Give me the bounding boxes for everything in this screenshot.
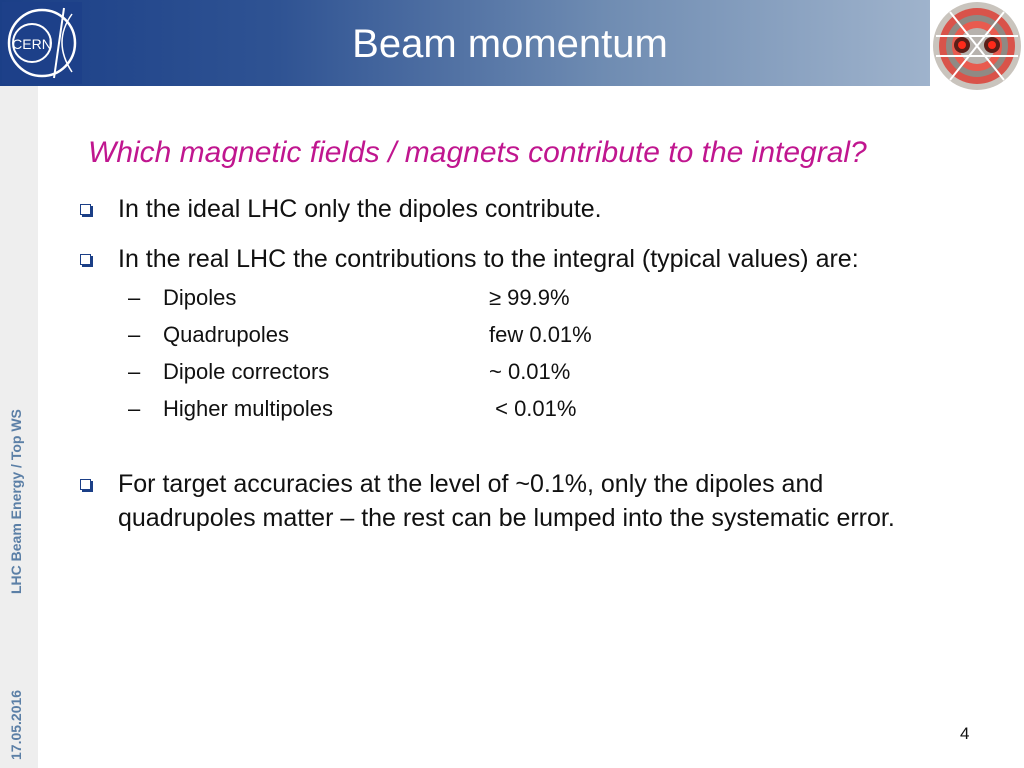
contribution-value: ~ 0.01% bbox=[489, 359, 571, 384]
contribution-row bbox=[128, 357, 648, 387]
cern-logo-icon bbox=[2, 2, 82, 84]
bullet-text: In the real LHC the contributions to the integral (typical values) are: bbox=[118, 245, 859, 273]
sidebar-title: LHC Beam Energy / Top WS bbox=[8, 409, 24, 594]
contribution-name: Higher multipoles bbox=[163, 396, 333, 421]
dash: – bbox=[128, 285, 141, 310]
dash: – bbox=[128, 396, 141, 421]
bullet-item bbox=[80, 467, 950, 535]
lhc-event-display-icon bbox=[930, 0, 1024, 92]
contribution-name: Quadrupoles bbox=[163, 322, 289, 347]
contribution-value: few 0.01% bbox=[489, 322, 592, 347]
square-bullet-icon bbox=[80, 204, 91, 215]
contribution-value: ≥ 99.9% bbox=[489, 285, 570, 310]
contribution-name: Dipole correctors bbox=[163, 359, 330, 384]
contribution-row bbox=[128, 283, 648, 313]
slide-header bbox=[0, 0, 930, 86]
bullet-item bbox=[80, 242, 950, 276]
contribution-row bbox=[128, 394, 648, 424]
square-bullet-icon bbox=[80, 479, 91, 490]
dash: – bbox=[128, 359, 141, 384]
contribution-value: < 0.01% bbox=[489, 396, 577, 421]
bullet-text: For target accuracies at the level of ~0.1%, only the dipoles and quadrupoles matter – the rest can be lumped into the systematic error. bbox=[118, 470, 895, 532]
contribution-row bbox=[128, 320, 648, 350]
page-number: 4 bbox=[960, 724, 970, 743]
question-heading: Which magnetic fields / magnets contribute to the integral? bbox=[88, 136, 867, 169]
bullet-text: In the ideal LHC only the dipoles contribute. bbox=[118, 195, 602, 223]
sidebar-date: 17.05.2016 bbox=[8, 689, 24, 760]
contribution-name: Dipoles bbox=[163, 285, 237, 310]
svg-text:CERN: CERN bbox=[12, 36, 52, 52]
square-bullet-icon bbox=[80, 254, 91, 265]
dash: – bbox=[128, 322, 141, 347]
bullet-item bbox=[80, 192, 950, 226]
slide-title: Beam momentum bbox=[352, 22, 668, 66]
